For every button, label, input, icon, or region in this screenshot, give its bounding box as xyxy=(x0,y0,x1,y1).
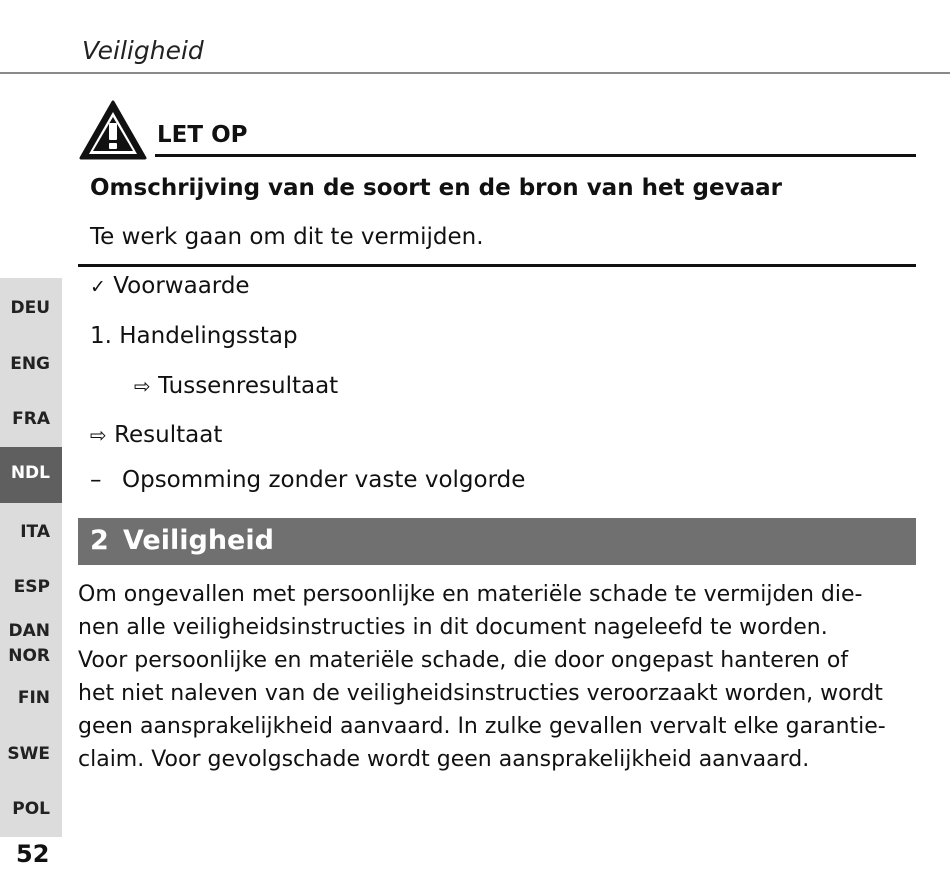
lang-tab-esp[interactable]: ESP xyxy=(13,577,50,597)
paragraph-line: Voor persoonlijke en materiële schade, die door ongepast hanteren of xyxy=(78,648,849,673)
lang-tab-ita[interactable]: ITA xyxy=(20,522,50,542)
prerequisite-line xyxy=(90,273,250,299)
result-label: Resultaat xyxy=(114,422,223,448)
page-number: 52 xyxy=(16,840,50,868)
warning-triangle-icon xyxy=(78,99,148,161)
warning-top-rule xyxy=(155,154,916,157)
prerequisite-label: Voorwaarde xyxy=(113,273,250,299)
dash-icon: – xyxy=(90,467,102,493)
result-line xyxy=(90,422,222,448)
intermediate-result-line xyxy=(134,373,338,399)
lang-tab-ndl-label: NDL xyxy=(10,463,50,483)
paragraph-line: claim. Voor gevolgschade wordt geen aansprakelijkheid aanvaard. xyxy=(78,747,810,772)
section-title: Veiligheid xyxy=(123,525,274,556)
enumeration-line xyxy=(90,467,525,493)
lang-tab-pol[interactable]: POL xyxy=(12,799,50,819)
lang-tab-fra[interactable]: FRA xyxy=(12,409,50,429)
paragraph-line: Om ongevallen met persoonlijke en materiële schade te vermijden die- xyxy=(78,582,863,607)
paragraph-line: geen aansprakelijkheid aanvaard. In zulke gevallen vervalt elke garantie- xyxy=(78,714,886,739)
hazard-heading: Omschrijving van de soort en de bron van het gevaar xyxy=(90,175,782,201)
language-sidebar xyxy=(0,278,62,837)
lang-tab-fin[interactable]: FIN xyxy=(17,688,50,708)
step-line: 1. Handelingsstap xyxy=(90,323,298,349)
enumeration-label: Opsomming zonder vaste volgorde xyxy=(122,467,526,493)
safety-paragraph xyxy=(78,578,928,776)
lang-tab-deu[interactable]: DEU xyxy=(10,298,50,318)
paragraph-line: het niet naleven van de veiligheidsinstructies veroorzaakt worden, wordt xyxy=(78,681,883,706)
intermediate-result-label: Tussenresultaat xyxy=(158,373,339,399)
hazard-avoidance-text: Te werk gaan om dit te vermijden. xyxy=(90,224,484,250)
lang-tab-dan[interactable]: DAN xyxy=(8,621,50,641)
lang-tab-swe[interactable]: SWE xyxy=(7,744,50,764)
header-divider xyxy=(0,72,950,74)
warning-bottom-rule xyxy=(78,264,916,267)
lang-tab-nor[interactable]: NOR xyxy=(8,646,50,666)
checkmark-icon: ✓ xyxy=(90,276,106,298)
signal-word: LET OP xyxy=(157,122,248,148)
arrow-right-icon: ⇨ xyxy=(90,423,107,447)
arrow-right-icon: ⇨ xyxy=(134,374,151,398)
running-header: Veiligheid xyxy=(82,36,204,65)
paragraph-line: nen alle veiligheidsinstructies in dit document nageleefd te worden. xyxy=(78,615,828,640)
lang-tab-eng[interactable]: ENG xyxy=(10,354,50,374)
section-heading-bar xyxy=(78,518,916,565)
section-number: 2 xyxy=(90,525,109,556)
lang-tab-ndl[interactable] xyxy=(0,447,62,503)
